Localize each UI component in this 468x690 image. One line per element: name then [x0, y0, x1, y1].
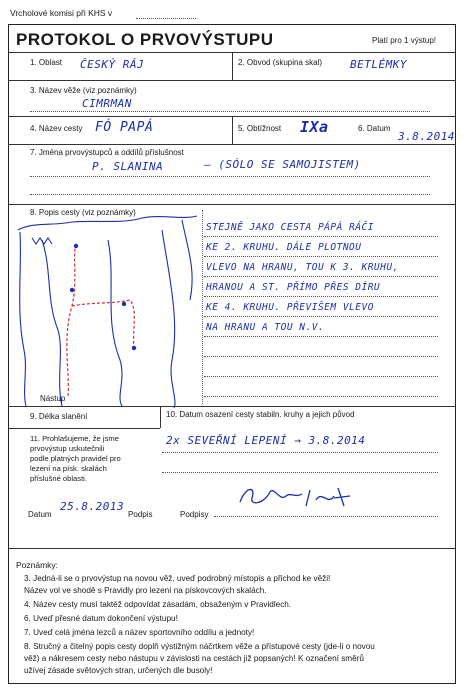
obtiznost-label: 5. Obtížnost: [238, 124, 282, 133]
sketch-nastup-label: Nástup: [40, 394, 66, 403]
note-line-2: Název vol ve shodě s Pravidly pro lezení na pískovcových skalách.: [24, 586, 267, 595]
popis-dotline-2: [204, 256, 438, 257]
nazev-cesty-label: 4. Název cesty: [30, 124, 83, 133]
popis-line-5: KE 4. KRUHU. PŘEVIŠEM VLEVO: [206, 302, 374, 313]
datum-value: 3.8.2014: [398, 130, 455, 143]
popis-dotline-5: [204, 316, 438, 317]
popis-dotline-9: [204, 396, 438, 397]
podpisy-label: Podpisy: [180, 510, 209, 519]
sketch-texture: [32, 238, 52, 244]
popis-divider: [202, 210, 203, 404]
osazeni-dotline-1: [162, 452, 438, 453]
popis-line-4: HRANOU A ST. PŘÍMO PŘES DÍRU: [206, 282, 381, 293]
obvod-value: BETLÉMKY: [350, 58, 407, 71]
popis-dotline-7: [204, 356, 438, 357]
rule-row9: [8, 428, 160, 429]
rule-row8: [8, 406, 456, 407]
popis-line-3: VLEVO NA HRANU, TOU K 3. KRUHU,: [206, 262, 399, 273]
valid-for-note: Platí pro 1 výstup!: [372, 36, 437, 45]
nazev-veze-label: 3. Název věže (viz poznámky): [30, 86, 137, 95]
committee-label: Vrcholové komisi při KHS v: [10, 8, 113, 18]
obvod-label: 2. Obvod (skupina skal): [238, 58, 323, 67]
jmena-label: 7. Jména prvovýstupců a oddílů příslušnost: [30, 148, 184, 157]
sketch-left-wall: [20, 232, 26, 406]
rule-row4: [8, 144, 456, 145]
ring-2: [70, 288, 74, 292]
sketch-crest: [18, 216, 197, 230]
popis-dotline-3: [204, 276, 438, 277]
note-line-5: 7. Uveď celá jména lezců a název sportovního oddílu a jednoty!: [24, 628, 255, 637]
datum-podpisu-label: Datum: [28, 510, 52, 519]
jmena-value: P. SLANINA: [92, 160, 164, 173]
route-sketch: [12, 210, 202, 410]
jmena-note: — (SÓLO SE SAMOJISTEM): [204, 158, 361, 171]
popis-line-6: NA HRANU A TOU N.V.: [206, 322, 325, 333]
divider-row4: [232, 116, 233, 144]
divider-row1: [232, 52, 233, 80]
note-line-1: 3. Jedná-li se o prvovýstup na novou věž, uveď podrobný místopis a přichod ke věži!: [24, 574, 331, 583]
note-line-6: 8. Stručný a čitelný popis cesty doplň výstižným náčrtkem věže a přístupové cesty (jde-li o novou: [24, 642, 375, 651]
page-title: PROTOKOL O PRVOVÝSTUPU: [16, 30, 274, 49]
note-line-8: užívej zásade světových stran, určených dle busoly!: [24, 666, 213, 675]
delka-label: 9. Délka slanění: [30, 412, 88, 421]
popis-line-2: KE 2. KRUHU. DÁLE PLOTNOU: [206, 242, 362, 253]
note-line-7: věž) a nákresem cesty nebo nástupu v závislosti na cestách již popsaných! K označení směrů: [24, 654, 364, 663]
sketch-crack-2: [108, 240, 122, 406]
ring-4: [132, 346, 136, 350]
jmena-dotline-1: [30, 176, 430, 177]
popis-dotline-4: [204, 296, 438, 297]
oblast-label: 1. Oblast: [30, 58, 63, 67]
popis-line-1: STEJNĚ JAKO CESTA PÁPÁ RÁČI: [206, 222, 374, 233]
sketch-crack-1: [42, 240, 62, 406]
rule-row1: [8, 80, 456, 81]
rule-row7: [8, 204, 456, 205]
nazev-cesty-value: FÓ PAPÁ: [95, 120, 154, 135]
podpisy-dotline: [214, 516, 438, 517]
popis-dotline-1: [204, 236, 438, 237]
route-line-main: [67, 242, 76, 396]
note-line-3: 4. Název cesty musí taktéž odpovídat zásadám, obsaženým v Pravidlech.: [24, 600, 292, 609]
nazev-veze-dotline: [30, 111, 430, 112]
jmena-dotline-2: [30, 194, 430, 195]
rule-notes: [8, 548, 456, 549]
popis-label: 8. Popis cesty (viz poznámky): [30, 208, 136, 217]
podpis-label: Podpis: [128, 510, 153, 519]
obtiznost-value: IXa: [300, 118, 329, 136]
divider-row9: [160, 406, 161, 428]
nazev-veze-value: CIMRMAN: [82, 97, 132, 110]
popis-dotline-8: [204, 376, 438, 377]
ring-3: [122, 302, 126, 306]
datum-podpisu-value: 25.8.2013: [60, 500, 125, 513]
datum-label: 6. Datum: [358, 124, 391, 133]
sketch-right-wall: [162, 230, 175, 408]
committee-dotline: [136, 18, 196, 19]
note-line-4: 6. Uveď přesné datum dokončení výstupu!: [24, 614, 178, 623]
popis-dotline-6: [204, 336, 438, 337]
sketch-edge: [182, 220, 192, 300]
osazeni-dotline-2: [162, 472, 438, 473]
oblast-value: ČESKÝ RÁJ: [80, 58, 145, 71]
signature-mark: [236, 482, 356, 510]
osazeni-value: 2x SEVEŘNÍ LEPENÍ → 3.8.2014: [166, 434, 366, 447]
osazeni-label: 10. Datum osazení cesty stabiln. kruhy a jejich původ: [166, 410, 355, 419]
route-line-traverse: [72, 300, 134, 350]
notes-title: Poznámky:: [16, 560, 59, 570]
ring-1: [74, 244, 78, 248]
prohlaseni-text: 11. Prohlašujeme, že jsme prvovýstup uskutečnili podle platných pravidel pro lezení na písk. skalách příslušné oblasti.: [30, 434, 121, 483]
